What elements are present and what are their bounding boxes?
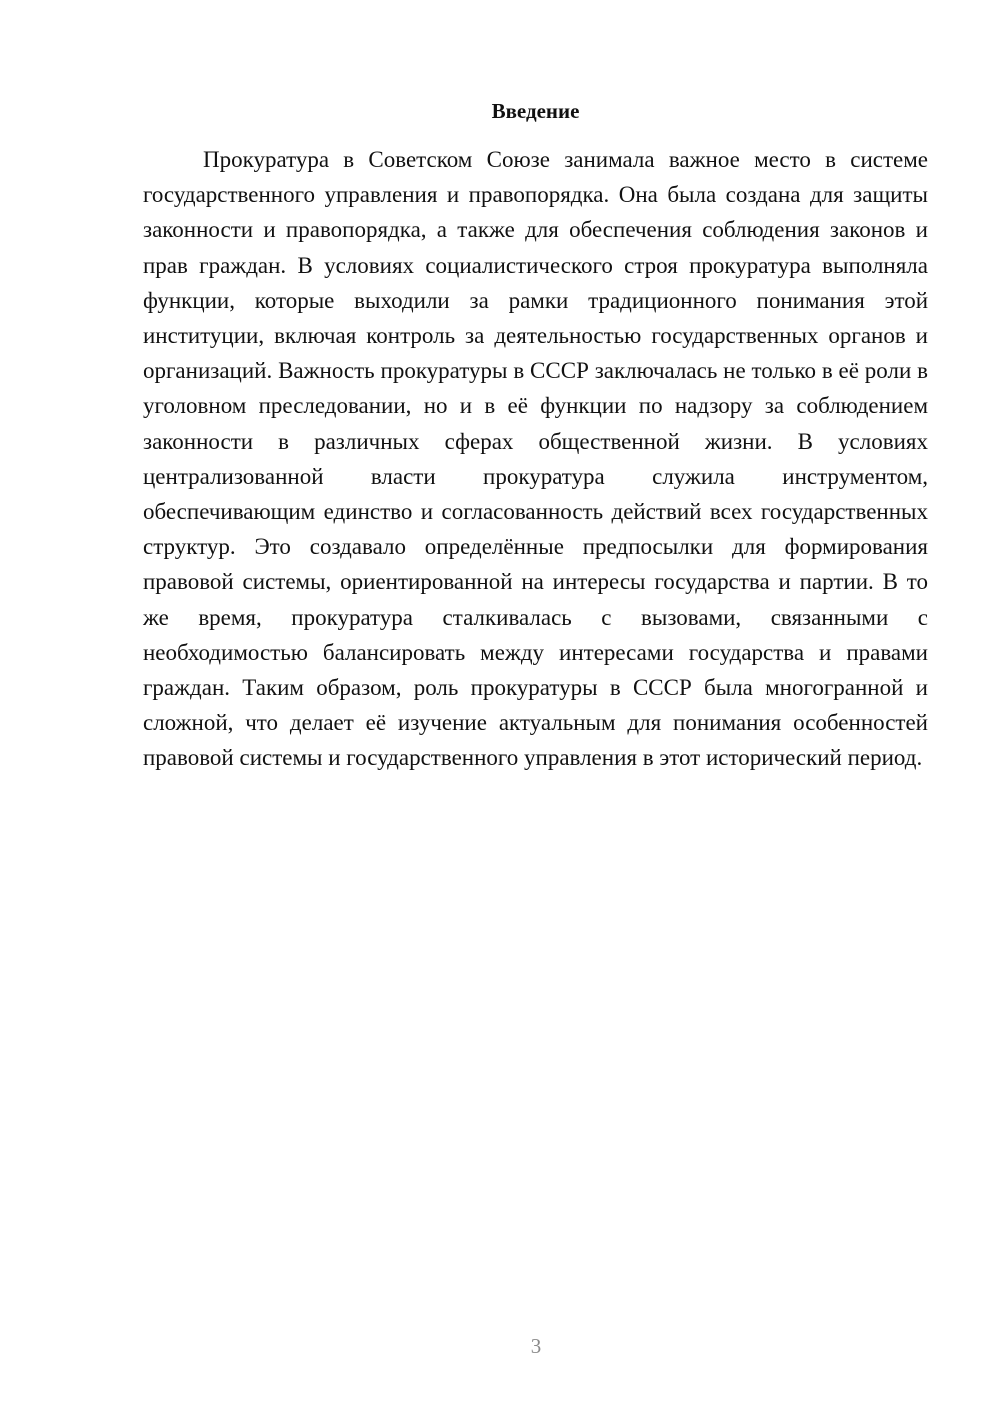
section-heading: Введение [491, 99, 580, 123]
intro-paragraph: Прокуратура в Советском Союзе занимала важное место в системе государственного управления и правопорядка. Она была создана для защиты законности и правопорядка, а также для обеспечения соблюдения законов и прав граждан. В условиях социалистического строя прокуратура выполняла функции, которые выходили за рамки традиционного понимания этой институции, включая контроль за деятельностью государственных органов и организаций. Важность прокуратуры в СССР заключалась не только в её роли в уголовном преследовании, но и в её функции по надзору за соблюдением законности в различных сферах общественной жизни. В условиях централизованной власти прокуратура служила инструментом, обеспечивающим единство и согласованность действий всех государственных структур. Это создавало определённые предпосылки для формирования правовой системы, ориентированной на интересы государства и партии. В то же время, прокуратура сталкивалась с вызовами, связанными с необходимостью балансировать между интересами государства и правами граждан. Таким образом, роль прокуратуры в СССР была многогранной и сложной, что делает её изучение актуальным для понимания особенностей правовой системы и государственного управления в этот исторический период. [143, 147, 928, 771]
page-number: 3 [530, 1334, 542, 1358]
